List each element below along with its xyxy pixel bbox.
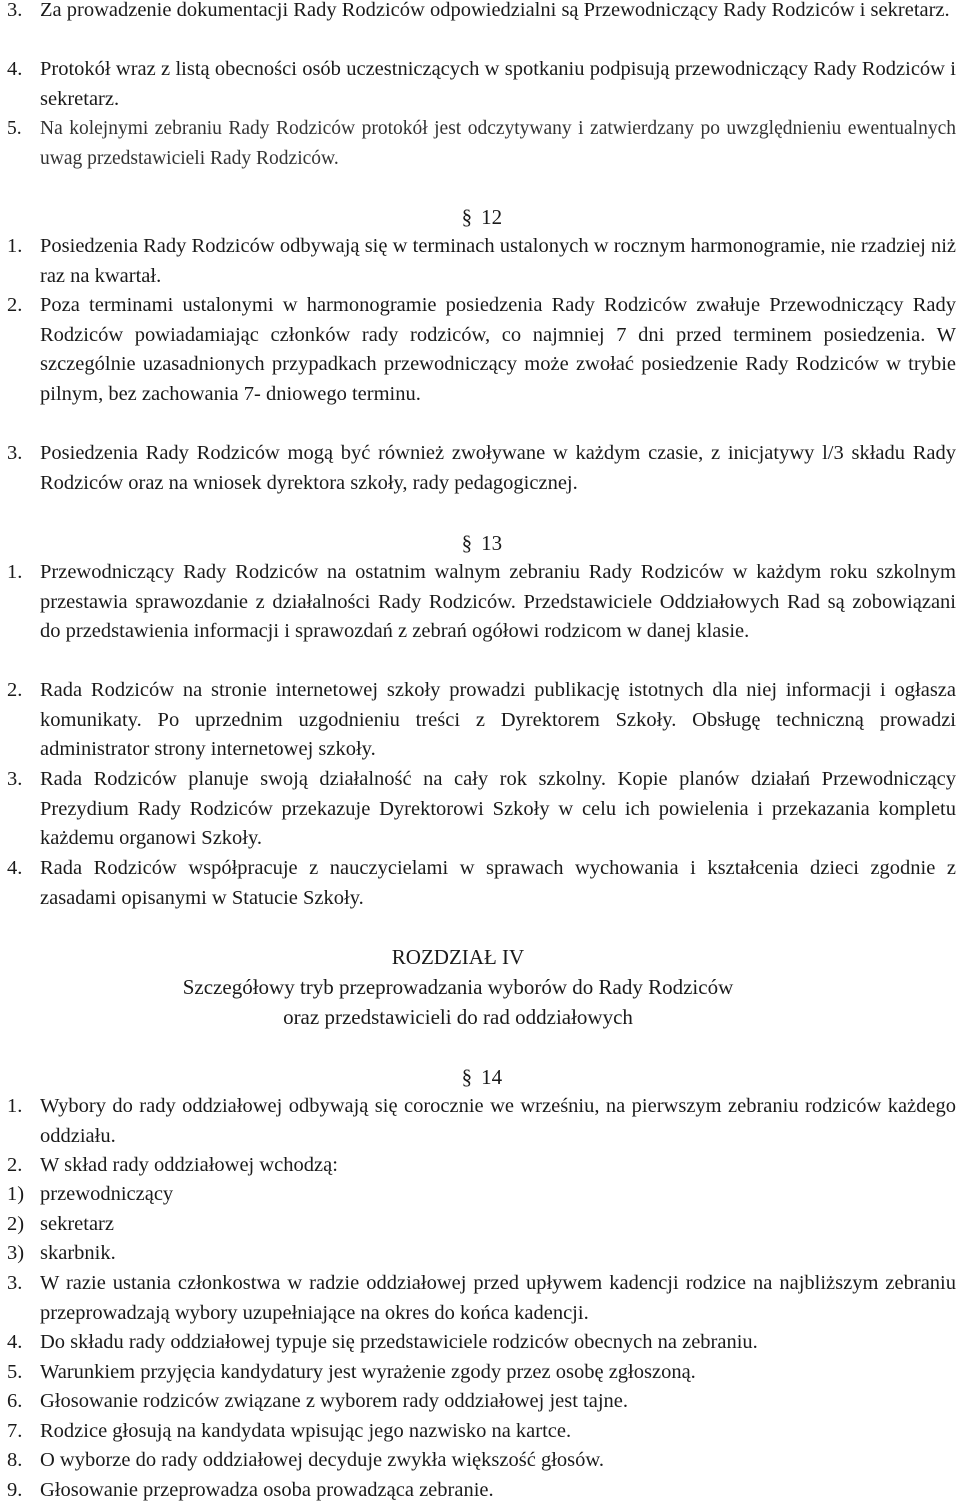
item-text: Poza terminami ustalonymi w harmonogramie posiedzenia Rady Rodziców zwałuje Przewodniczący Rady Rodziców powiadamiając członków rady rodziców, co najmniej 7 dni przed terminem posiedzenia. W szczególnie uzasadnionych przypadkach przewodniczący może zwołać posiedzenie Rady Rodziców w trybie pilnym, bez zachowania 7- dniowego terminu. [40, 294, 956, 405]
paragraph-item [7, 1328, 956, 1358]
item-text: O wyborze do rady oddziałowej decyduje zwykła większość głosów. [40, 1449, 604, 1471]
paragraph-item [7, 1092, 956, 1151]
paragraph-item [7, 1387, 956, 1417]
item-text: Warunkiem przyjęcia kandydatury jest wyrażenie zgody przez osobę zgłoszoną. [40, 1361, 696, 1383]
paragraph-item [7, 0, 956, 26]
item-number: 3) [7, 1242, 25, 1264]
item-text: sekretarz [40, 1213, 114, 1235]
item-text: Rodzice głosują na kandydata wpisując jego nazwisko na kartce. [40, 1420, 572, 1442]
chapter-subtitle-line-2: oraz przedstawicieli do rad oddziałowych [283, 1005, 633, 1029]
item-text: skarbnik. [40, 1242, 116, 1264]
paragraph-item [7, 765, 956, 854]
item-text: Na kolejnymi zebraniu Rady Rodziców protokół jest odczytywany i zatwierdzany po uwzględnieniu ewentualnych uwag przedstawicieli Rady Rodziców. [40, 118, 956, 169]
item-number: 9. [7, 1479, 23, 1501]
item-number: 2. [7, 679, 23, 701]
item-text: Posiedzenia Rady Rodziców odbywają się w terminach ustalonych w rocznym harmonogramie, nie rzadziej niż raz na kwartał. [40, 235, 956, 287]
paragraph-item [7, 291, 956, 409]
item-number: 4. [7, 857, 23, 879]
item-number: 1) [7, 1183, 25, 1205]
section-number: 14 [481, 1065, 503, 1089]
item-number: 6. [7, 1390, 23, 1412]
item-text: Posiedzenia Rady Rodziców mogą być również zwoływane w każdym czasie, z inicjatywy l/3 składu Rady Rodziców oraz na wniosek dyrektora szkoły, rady pedagogicznej. [40, 442, 956, 494]
item-text: W skład rady oddziałowej wchodzą: [40, 1154, 338, 1176]
item-number: 1. [7, 235, 23, 257]
item-text: W razie ustania członkostwa w radzie oddziałowej przed upływem kadencji rodzice na najbliższym zebraniu przeprowadzają wybory uzupełniające na okres do końca kadencji. [40, 1272, 956, 1324]
paragraph-item [7, 1476, 956, 1506]
section-number: 12 [481, 205, 503, 229]
section-sign: § [461, 205, 473, 229]
section-heading-12 [0, 202, 960, 232]
item-text: Rada Rodziców planuje swoją działalność na cały rok szkolny. Kopie planów działań Przewodniczący Prezydium Rady Rodziców przekazuje Dyrektorowi Szkoły w celu ich powielenia i przekazania kompletu każdemu organowi Szkoły. [40, 768, 956, 850]
paragraph-item [7, 854, 956, 913]
chapter-title: ROZDZIAŁ IV [391, 945, 525, 969]
item-text: Za prowadzenie dokumentacji Rady Rodziców odpowiedzialni są Przewodniczący Rady Rodziców i sekretarz. [40, 0, 950, 21]
paragraph-item [7, 439, 956, 498]
item-number: 3. [7, 1272, 23, 1294]
section-sign: § [461, 1065, 473, 1089]
item-number: 1. [7, 1095, 23, 1117]
paragraph-item [7, 1446, 956, 1476]
paragraph-item [7, 55, 956, 114]
item-number: 4. [7, 1331, 23, 1353]
item-number: 5. [7, 118, 22, 139]
item-number: 5. [7, 1361, 23, 1383]
paragraph-item [7, 558, 956, 647]
item-text: Przewodniczący Rady Rodziców na ostatnim walnym zebraniu Rady Rodziców w każdym roku szkolnym przestawia sprawozdanie z działalności Rady Rodziców. Przedstawiciele Oddziałowych Rad są zobowiązani do przedstawienia informacji i sprawozdań z zebrań ogółowi rodzicom w danej klasie. [40, 561, 956, 643]
item-number: 3. [7, 442, 23, 464]
paragraph-item [7, 1269, 956, 1328]
paragraph-item [7, 232, 956, 291]
list-subitem [7, 1210, 956, 1240]
item-number: 2) [7, 1213, 25, 1235]
item-number: 3. [7, 768, 23, 790]
list-subitem [7, 1239, 956, 1269]
item-text: Rada Rodziców na stronie internetowej szkoły prowadzi publikację istotnych dla niej informacji i ogłasza komunikaty. Po uprzednim uzgodnieniu treści z Dyrektorem Szkoły. Obsługę techniczną prowadzi administrator strony internetowej szkoły. [40, 679, 956, 761]
section-number: 13 [481, 531, 503, 555]
list-subitem [7, 1180, 956, 1210]
item-number: 2. [7, 294, 23, 316]
item-number: 4. [7, 58, 23, 80]
item-text: Wybory do rady oddziałowej odbywają się corocznie we wrześniu, na pierwszym zebraniu rodziców każdego oddziału. [40, 1095, 956, 1147]
item-number: 3. [7, 0, 23, 21]
item-text: Do składu rady oddziałowej typuje się przedstawiciele rodziców obecnych na zebraniu. [40, 1331, 758, 1353]
item-text: Głosowanie rodziców związane z wyborem rady oddziałowej jest tajne. [40, 1390, 629, 1412]
paragraph-item [7, 114, 956, 173]
item-text: przewodniczący [40, 1183, 174, 1205]
item-number: 2. [7, 1154, 23, 1176]
item-text: Rada Rodziców współpracuje z nauczycielami w sprawach wychowania i kształcenia dzieci zgodnie z zasadami opisanymi w Statucie Szkoły. [40, 857, 956, 909]
item-number: 1. [7, 561, 23, 583]
paragraph-item [7, 1417, 956, 1447]
section-heading-14 [0, 1062, 960, 1092]
paragraph-item [7, 1358, 956, 1388]
section-heading-13 [0, 528, 960, 558]
paragraph-item [7, 1151, 956, 1181]
item-number: 7. [7, 1420, 23, 1442]
section-sign: § [461, 531, 473, 555]
item-text: Głosowanie przeprowadza osoba prowadząca zebranie. [40, 1479, 494, 1501]
item-number: 8. [7, 1449, 23, 1471]
item-text: Protokół wraz z listą obecności osób uczestniczących w spotkaniu podpisują przewodniczący Rady Rodziców i sekretarz. [40, 58, 956, 110]
chapter-subtitle-line-1: Szczegółowy tryb przeprowadzania wyborów do Rady Rodziców [182, 975, 734, 999]
paragraph-item [7, 676, 956, 765]
